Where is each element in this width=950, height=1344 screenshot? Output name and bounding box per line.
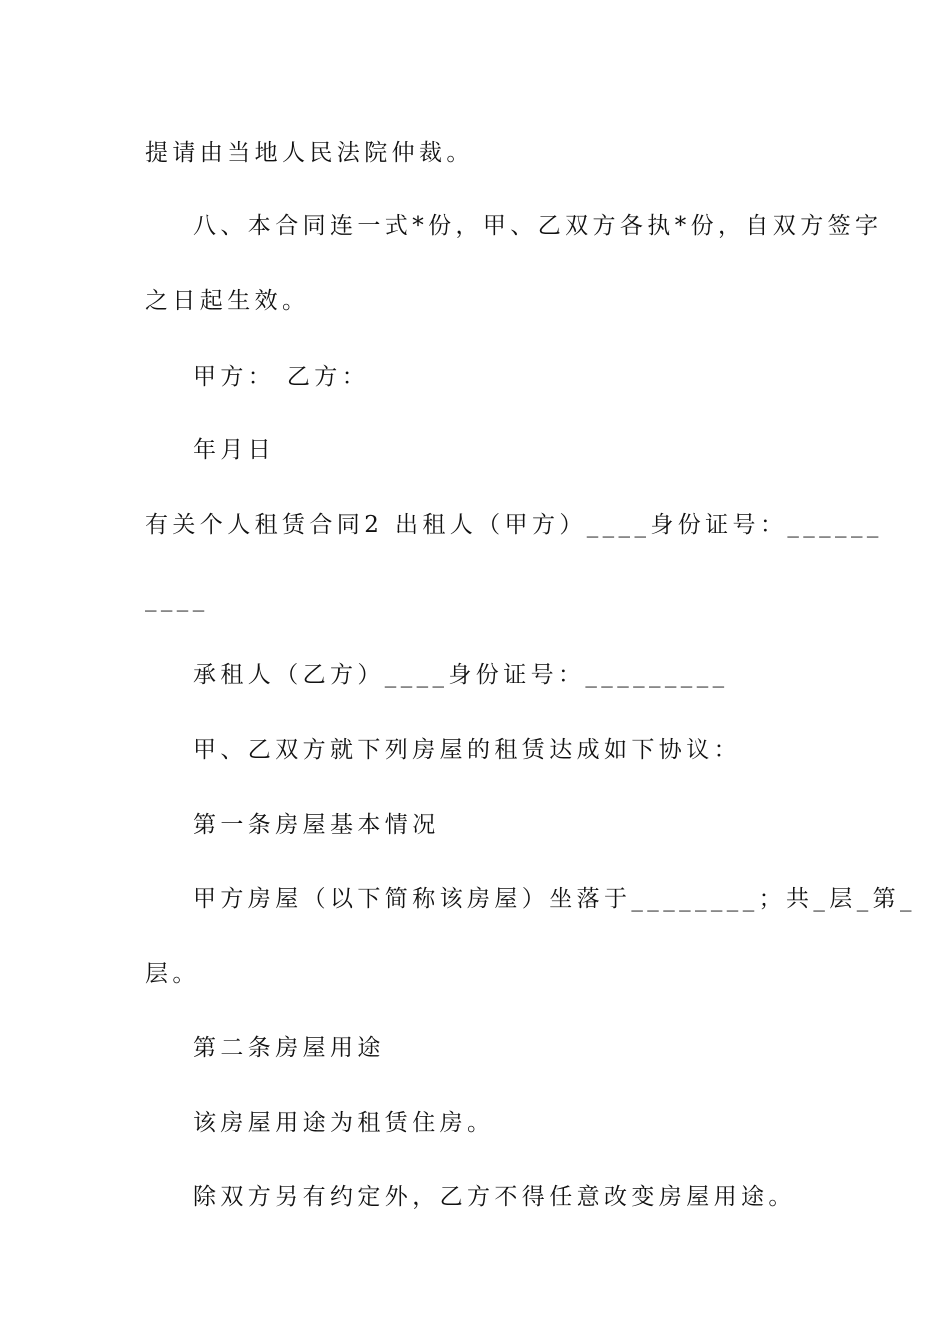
signature-date: 年月日 [193,437,276,463]
article-two-heading: 第二条房屋用途 [193,1035,385,1061]
lessor-id-continuation: ____ [145,586,209,612]
lessee-line: 承租人（乙方）____身份证号：_________ [193,662,729,688]
clause-eight-line-2: 之日起生效。 [145,288,310,314]
contract-2-heading-line: 有关个人租赁合同2 出租人（甲方）____身份证号：______ [145,512,883,538]
paragraph-arbitration-end: 提请由当地人民法院仲裁。 [145,140,474,166]
article-two-usage: 该房屋用途为租赁住房。 [193,1110,495,1136]
clause-eight-line-1: 八、本合同连一式*份，甲、乙双方各执*份，自双方签字 [193,213,883,239]
article-one-heading: 第一条房屋基本情况 [193,812,440,838]
agreement-intro: 甲、乙双方就下列房屋的租赁达成如下协议： [193,737,741,763]
article-two-restriction: 除双方另有约定外，乙方不得任意改变房屋用途。 [193,1184,796,1210]
article-one-line-1: 甲方房屋（以下简称该房屋）坐落于________；共_层_第_ [193,886,916,912]
article-one-line-2: 层。 [145,961,200,987]
signature-parties: 甲方： 乙方： [193,364,370,390]
